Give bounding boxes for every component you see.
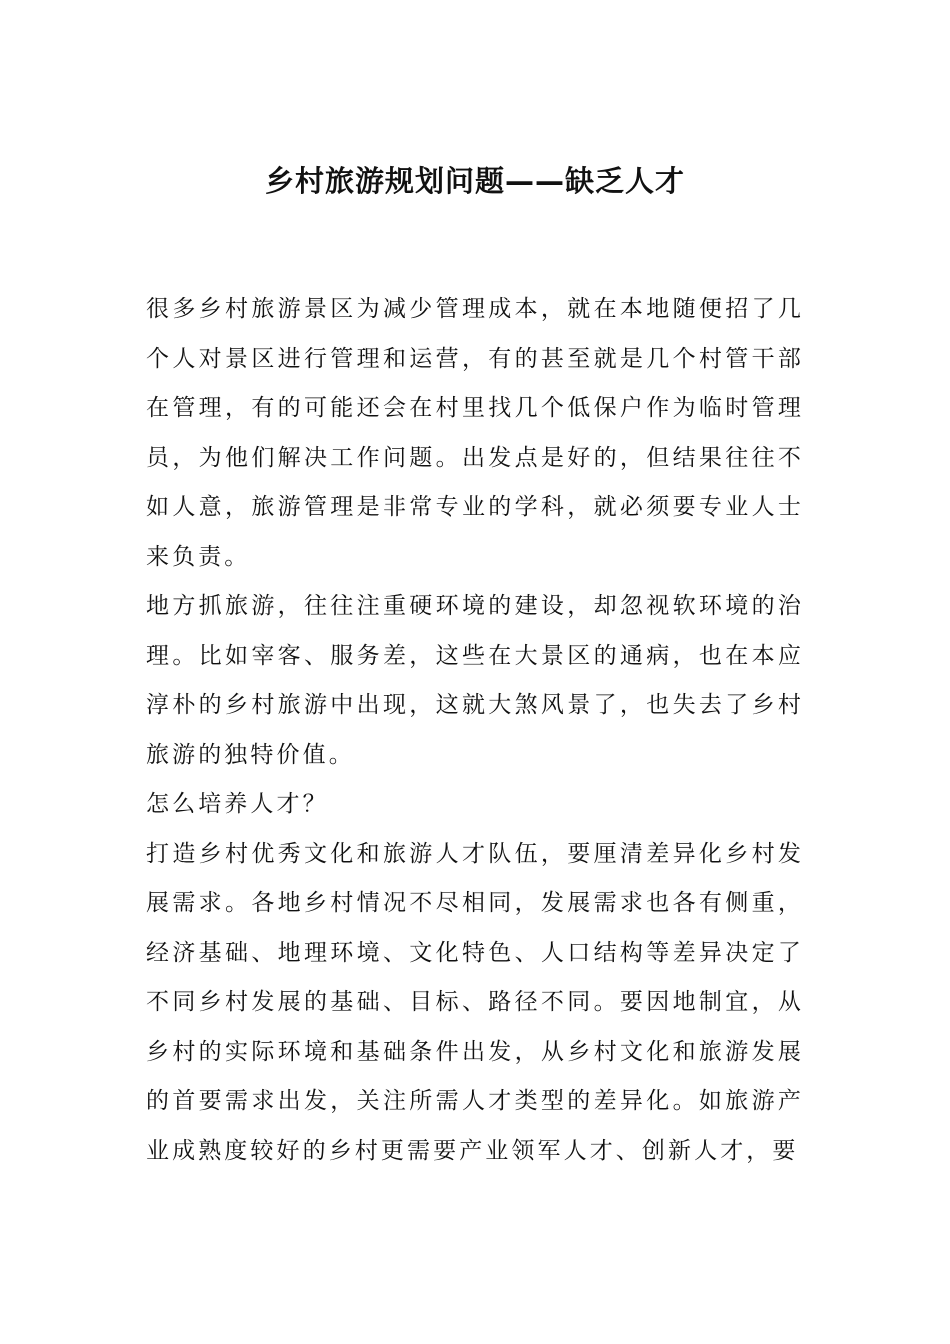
paragraph: 地方抓旅游，往往注重硬环境的建设，却忽视软环境的治理。比如宰客、服务差，这些在大景区的通病，也在本应淳朴的乡村旅游中出现，这就大煞风景了，也失去了乡村旅游的独特价值。 <box>146 593 804 768</box>
document-title: 乡村旅游规划问题——缺乏人才 <box>264 164 685 198</box>
paragraph: 很多乡村旅游景区为减少管理成本，就在本地随便招了几个人对景区进行管理和运营，有的甚至就是几个村管干部在管理，有的可能还会在村里找几个低保户作为临时管理员，为他们解决工作问题。出发点是好的，但结果往往不如人意，旅游管理是非常专业的学科，就必须要专业人士来负责。 <box>146 296 804 570</box>
paragraph: 打造乡村优秀文化和旅游人才队伍，要厘清差异化乡村发展需求。各地乡村情况不尽相同，发展需求也各有侧重，经济基础、地理环境、文化特色、人口结构等差异决定了不同乡村发展的基础、目标、路径不同。要因地制宜，从乡村的实际环境和基础条件出发，从乡村文化和旅游发展的首要需求出发，关注所需人才类型的差异化。如旅游产业成熟度较好的乡村更需要产业领军人才、创新人才，要 <box>146 840 804 1164</box>
document-body <box>146 285 804 1176</box>
section-question: 怎么培养人才？ <box>146 791 329 817</box>
